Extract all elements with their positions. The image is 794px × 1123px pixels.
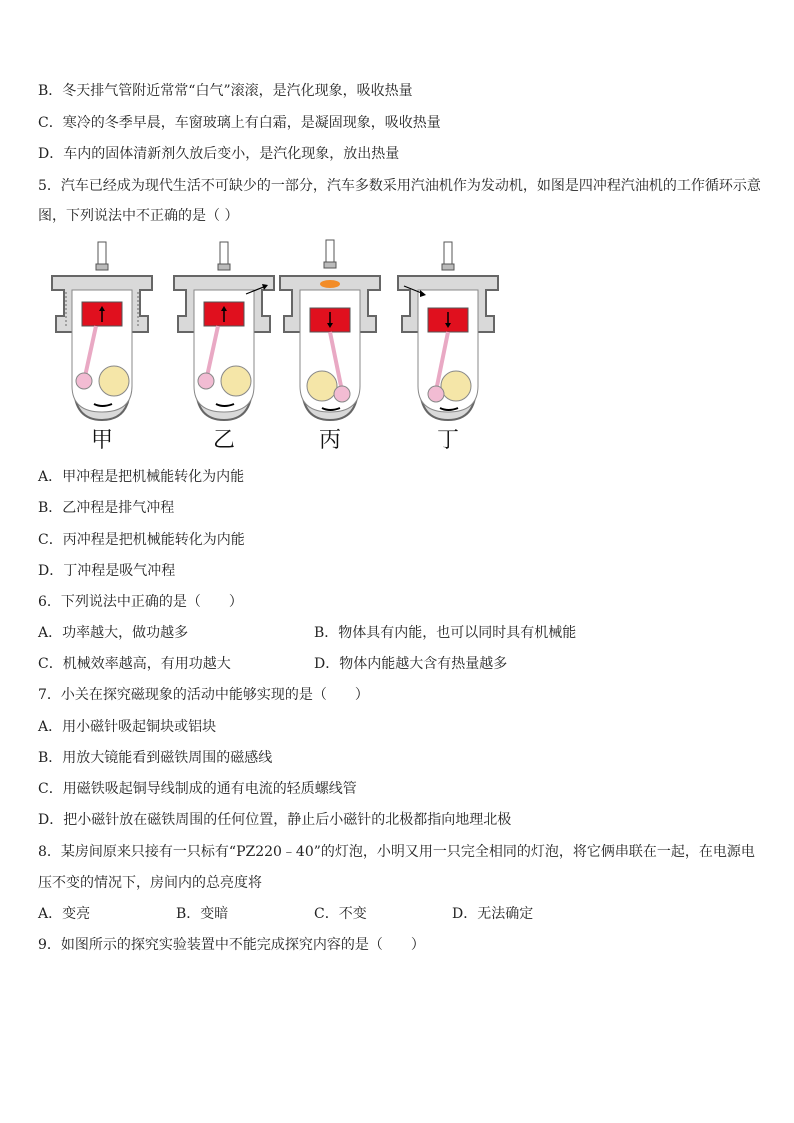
q8-option-d: D．无法确定 [452,906,534,922]
q5-option-d: D．丁冲程是吸气冲程 [38,563,176,579]
q7-option-b: B．用放大镜能看到磁铁周围的磁感线 [38,750,273,766]
q4-option-b: B．冬天排气管附近常常“白气”滚滚，是汽化现象，吸收热量 [38,83,413,99]
q9-stem: 9．如图所示的探究实验装置中不能完成探究内容的是（ ） [38,937,425,953]
q5-stem-line1: 5．汽车已经成为现代生活不可缺少的一部分，汽车多数采用汽油机作为发动机，如图是四冲程汽油机的工作循环示意 [38,178,761,194]
engine-label-4: 丁 [436,428,459,453]
q7-option-d: D．把小磁针放在磁铁周围的任何位置，静止后小磁针的北极都指向地理北极 [38,812,512,828]
q5-option-b: B．乙冲程是排气冲程 [38,500,175,516]
q4-option-c: C．寒冷的冬季早晨，车窗玻璃上有白霜，是凝固现象，吸收热量 [38,115,441,131]
q7-option-c: C．用磁铁吸起铜导线制成的通有电流的轻质螺线管 [38,781,357,797]
q4-option-d: D．车内的固体清新剂久放后变小，是汽化现象，放出热量 [38,146,400,162]
engine-label-2: 乙 [212,428,235,453]
q6-option-a: A．功率越大，做功越多 [38,625,189,641]
q7-option-a: A．用小磁针吸起铜块或铝块 [38,719,217,735]
q7-stem: 7．小关在探究磁现象的活动中能够实现的是（ ） [38,687,369,703]
q8-option-c: C．不变 [314,906,367,922]
q6-stem: 6．下列说法中正确的是（ ） [38,594,243,610]
q8-option-b: B．变暗 [176,906,229,922]
q8-stem-line1: 8．某房间原来只接有一只标有“PZ220﹣40”的灯泡，小明又用一只完全相同的灯泡，将它俩串联在一起，在电源电 [38,844,755,860]
engine-stroke-2 [166,236,282,426]
engine-stroke-1 [44,236,160,426]
engine-stroke-4 [390,236,506,426]
q8-stem-line2: 压不变的情况下，房间内的总亮度将 [38,875,262,891]
q5-stem-line2: 图，下列说法中不正确的是（ ） [38,208,239,224]
four-stroke-engine-figure [44,236,504,458]
q5-option-c: C．丙冲程是把机械能转化为内能 [38,532,245,548]
engine-stroke-3 [272,236,388,426]
q6-option-b: B．物体具有内能，也可以同时具有机械能 [314,625,577,641]
q8-option-a: A．变亮 [38,906,91,922]
engine-label-3: 丙 [318,428,341,453]
q6-option-d: D．物体内能越大含有热量越多 [314,656,508,672]
q5-option-a: A．甲冲程是把机械能转化为内能 [38,469,245,485]
q6-option-c: C．机械效率越高，有用功越大 [38,656,231,672]
engine-label-1: 甲 [90,428,113,453]
